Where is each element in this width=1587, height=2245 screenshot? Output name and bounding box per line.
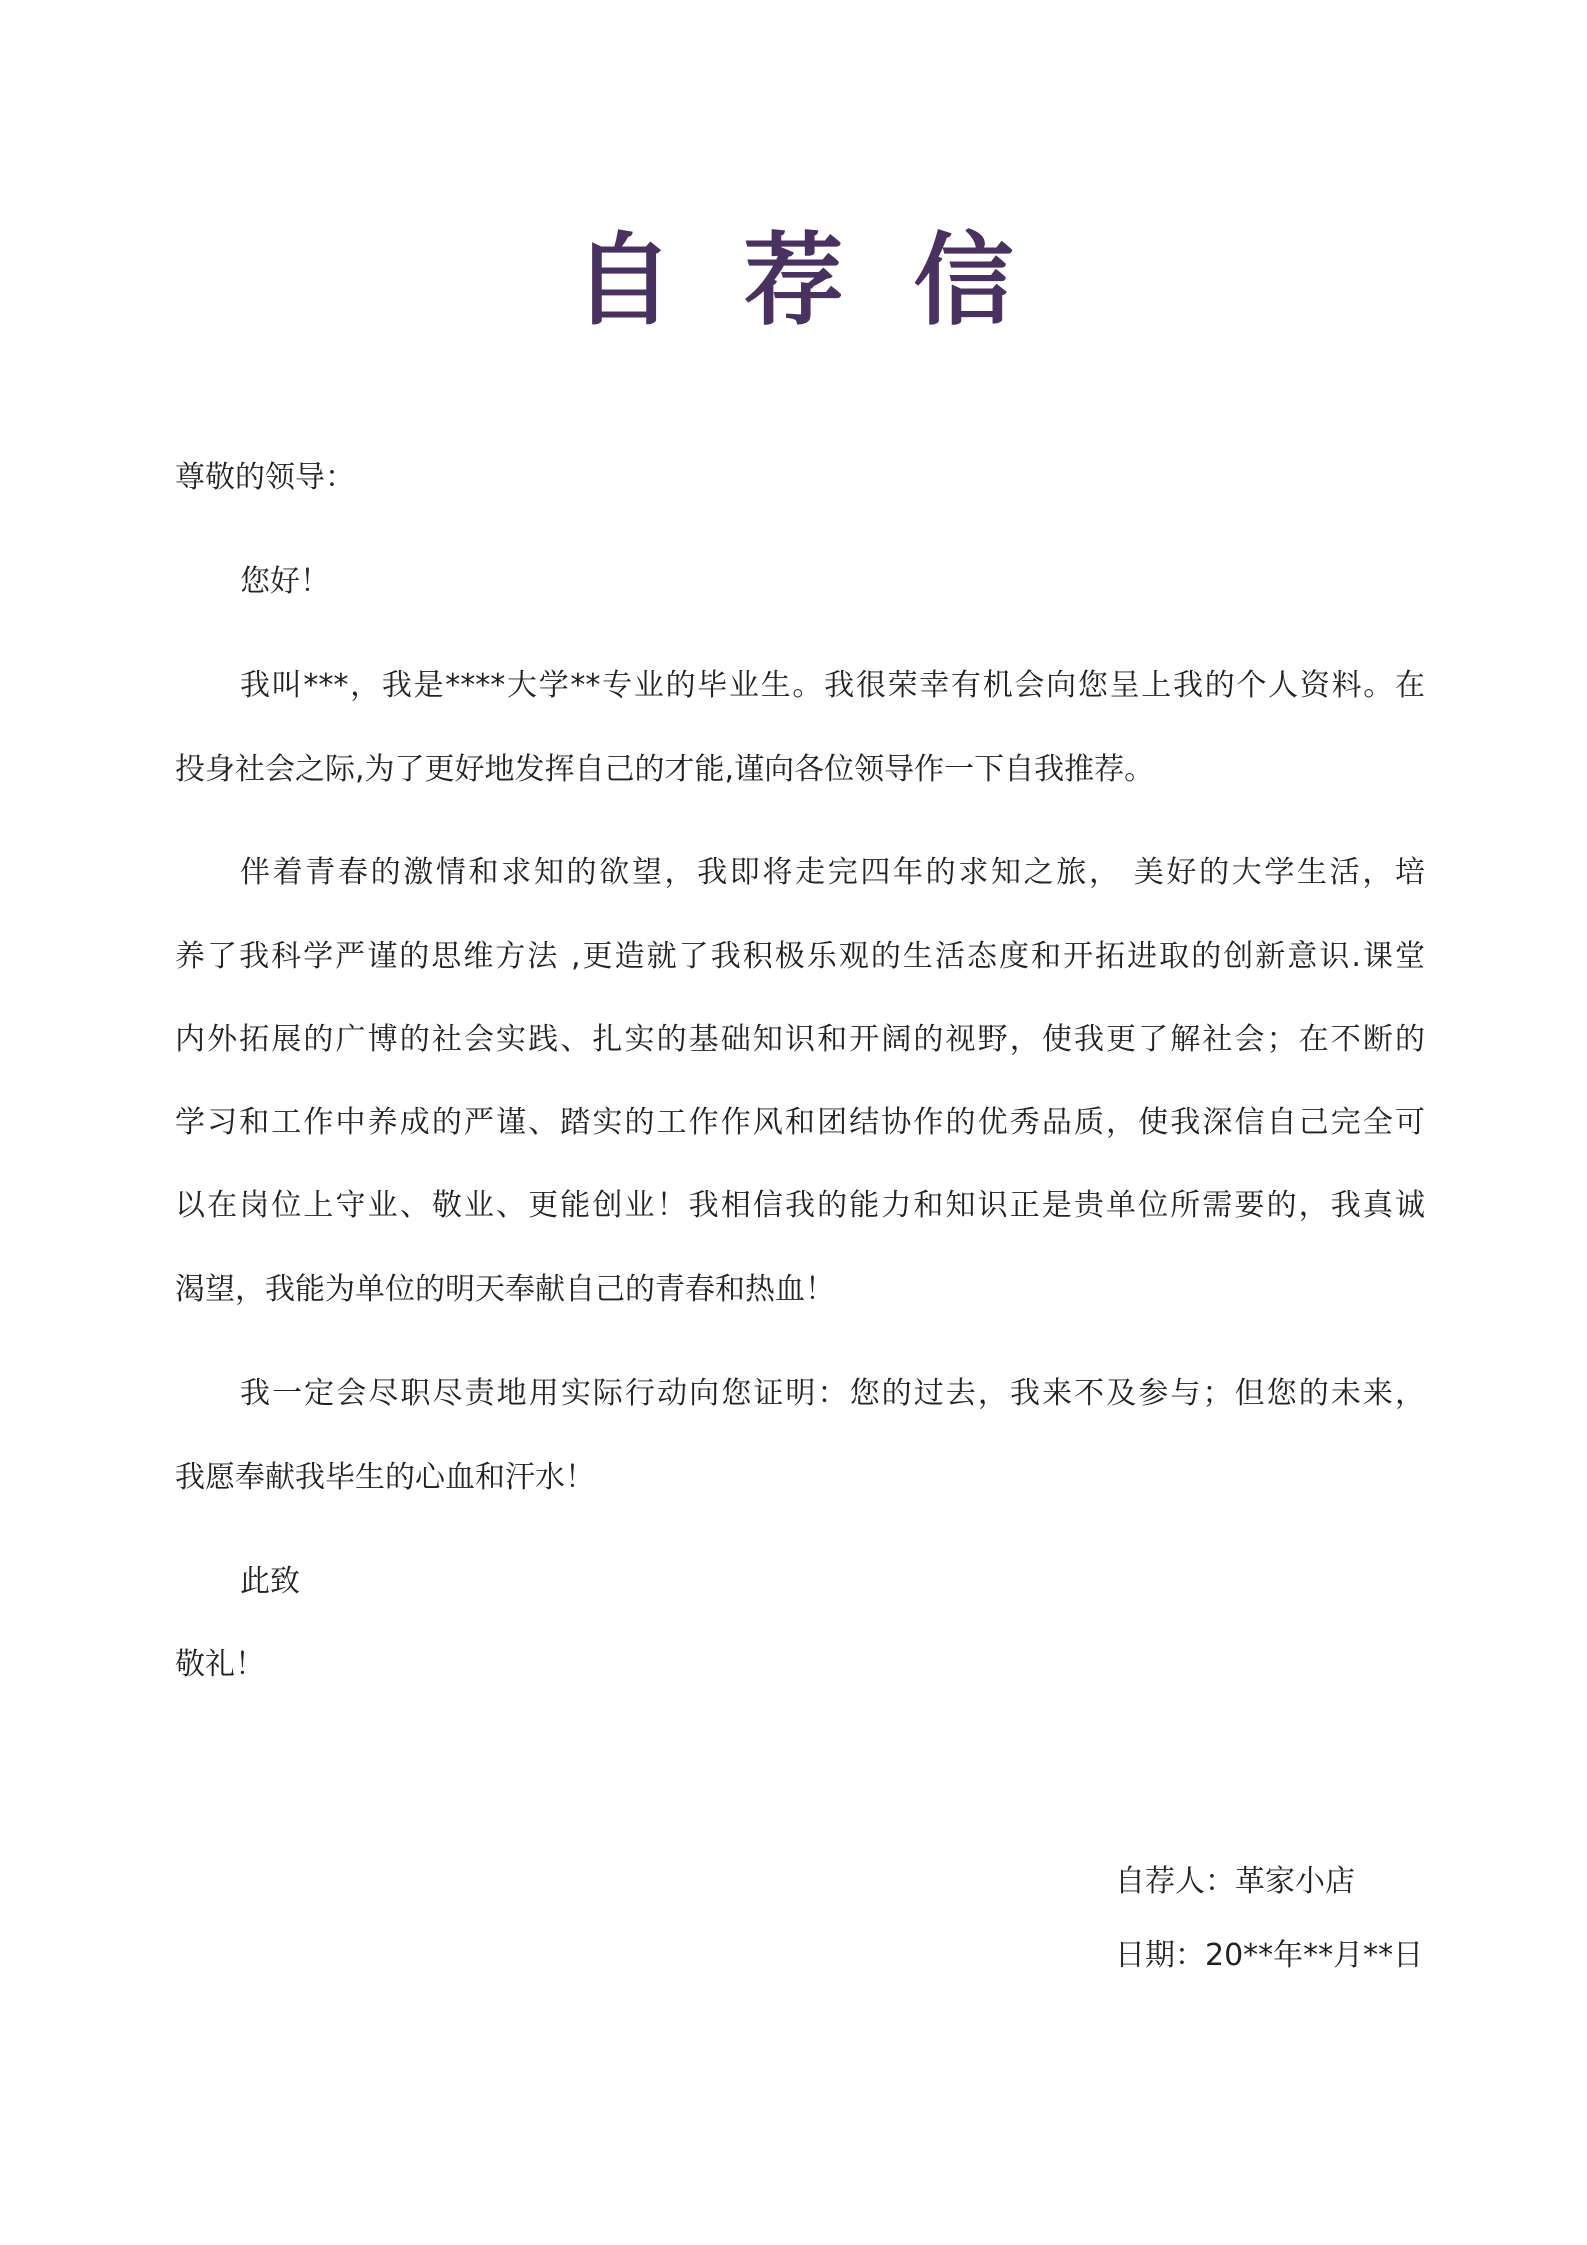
paragraph2-line2: 养了我科学严谨的思维方法 ,更造就了我积极乐观的生活态度和开拓进取的创新意识.课堂 bbox=[175, 939, 1425, 974]
paragraph3-line1: 我一定会尽职尽责地用实际行动向您证明：您的过去，我来不及参与；但您的未来， bbox=[240, 1376, 1425, 1411]
paragraph1-line2: 投身社会之际,为了更好地发挥自己的才能,谨向各位领导作一下自我推荐。 bbox=[175, 752, 1155, 787]
signature-date: 日期：20**年**月**日 bbox=[1115, 1938, 1424, 1973]
signature-name: 自荐人：革家小店 bbox=[1115, 1864, 1355, 1899]
paragraph2-line4: 学习和工作中养成的严谨、踏实的工作作风和团结协作的优秀品质，使我深信自己完全可 bbox=[175, 1105, 1425, 1140]
paragraph3-line2: 我愿奉献我毕生的心血和汗水！ bbox=[175, 1460, 595, 1495]
closing-jingli: 敬礼！ bbox=[175, 1647, 265, 1682]
paragraph2-line6: 渴望，我能为单位的明天奉献自己的青春和热血！ bbox=[175, 1272, 835, 1307]
paragraph2-line1: 伴着青春的激情和求知的欲望，我即将走完四年的求知之旅， 美好的大学生活，培 bbox=[240, 855, 1425, 890]
letter-title: 自荐信 bbox=[573, 221, 1084, 339]
paragraph2-line3: 内外拓展的广博的社会实践、扎实的基础知识和开阔的视野，使我更了解社会；在不断的 bbox=[175, 1022, 1425, 1057]
paragraph1-line1: 我叫***，我是****大学**专业的毕业生。我很荣幸有机会向您呈上我的个人资料。在 bbox=[240, 668, 1425, 703]
greeting: 您好！ bbox=[240, 564, 330, 599]
paragraph2-line5: 以在岗位上守业、敬业、更能创业！我相信我的能力和知识正是贵单位所需要的，我真诚 bbox=[175, 1188, 1425, 1223]
closing-zhici: 此致 bbox=[240, 1564, 300, 1599]
salutation: 尊敬的领导： bbox=[175, 460, 355, 495]
